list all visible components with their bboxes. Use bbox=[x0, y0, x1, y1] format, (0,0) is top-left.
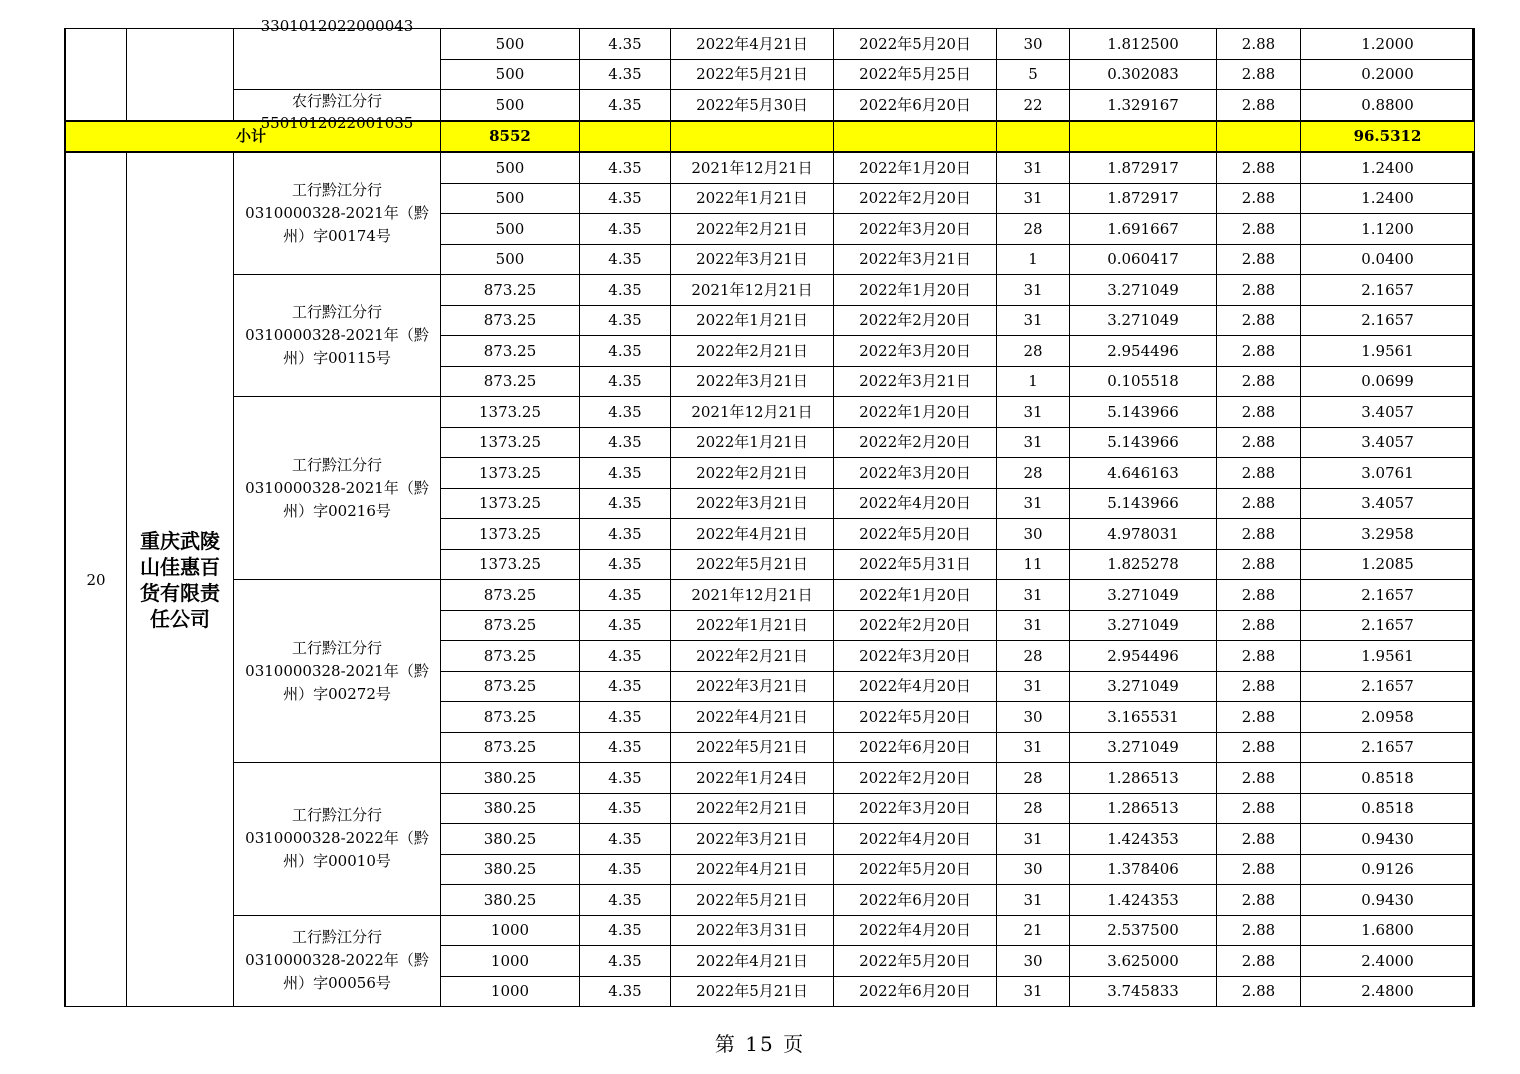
page-number: 第 15 页 bbox=[714, 1032, 806, 1056]
cell-end-date: 2022年3月20日 bbox=[834, 641, 997, 672]
cell-loan-contract bbox=[234, 763, 441, 916]
cell-subsidy: 0.2000 bbox=[1301, 59, 1475, 90]
loan-bank: 农行黔江分行 bbox=[291, 92, 382, 110]
cell-amount: 873.25 bbox=[441, 641, 580, 672]
cell-start-date: 2022年5月21日 bbox=[671, 59, 834, 90]
cell-rate: 4.35 bbox=[580, 305, 671, 336]
cell-end-date: 2022年2月20日 bbox=[834, 610, 997, 641]
cell-start-date: 2022年1月21日 bbox=[671, 183, 834, 214]
cell-start-date: 2022年4月21日 bbox=[671, 946, 834, 977]
cell-subsidy-rate: 2.88 bbox=[1217, 90, 1301, 121]
cell-days: 31 bbox=[997, 397, 1070, 428]
cell-rate: 4.35 bbox=[580, 854, 671, 885]
table-row bbox=[66, 915, 1475, 946]
cell-end-date: 2022年5月31日 bbox=[834, 549, 997, 580]
loan-bank: 工行黔江分行 bbox=[291, 806, 382, 825]
cell-rate: 4.35 bbox=[580, 519, 671, 550]
cell-interest: 3.271049 bbox=[1070, 580, 1217, 611]
subtotal-empty bbox=[1070, 121, 1217, 153]
cell-end-date: 2022年4月20日 bbox=[834, 671, 997, 702]
cell-interest: 2.954496 bbox=[1070, 336, 1217, 367]
cell-subsidy: 1.6800 bbox=[1301, 915, 1475, 946]
cell-interest: 1.825278 bbox=[1070, 549, 1217, 580]
cell-interest: 1.691667 bbox=[1070, 214, 1217, 245]
cell-amount: 1373.25 bbox=[441, 458, 580, 489]
cell-subsidy: 2.1657 bbox=[1301, 580, 1475, 611]
cell-days: 28 bbox=[997, 336, 1070, 367]
cell-days: 28 bbox=[997, 793, 1070, 824]
cell-end-date: 2022年2月20日 bbox=[834, 427, 997, 458]
cell-end-date: 2022年5月25日 bbox=[834, 59, 997, 90]
cell-interest: 3.271049 bbox=[1070, 610, 1217, 641]
cell-interest: 1.286513 bbox=[1070, 793, 1217, 824]
cell-interest: 1.812500 bbox=[1070, 29, 1217, 60]
cell-interest: 0.060417 bbox=[1070, 244, 1217, 275]
cell-end-date: 2022年6月20日 bbox=[834, 976, 997, 1007]
cell-rate: 4.35 bbox=[580, 702, 671, 733]
cell-end-date: 2022年4月20日 bbox=[834, 824, 997, 855]
cell-loan-contract bbox=[234, 17, 441, 90]
truncated-loan-id: 3301012022000043 bbox=[260, 17, 414, 35]
cell-amount: 1000 bbox=[441, 946, 580, 977]
cell-end-date: 2022年3月20日 bbox=[834, 336, 997, 367]
cell-subsidy-rate: 2.88 bbox=[1217, 29, 1301, 60]
table-row bbox=[66, 580, 1475, 611]
cell-amount: 873.25 bbox=[441, 732, 580, 763]
cell-subsidy-rate: 2.88 bbox=[1217, 854, 1301, 885]
cell-end-date: 2022年3月20日 bbox=[834, 793, 997, 824]
cell-end-date: 2022年6月20日 bbox=[834, 732, 997, 763]
cell-interest: 4.978031 bbox=[1070, 519, 1217, 550]
cell-subsidy-rate: 2.88 bbox=[1217, 702, 1301, 733]
cell-end-date: 2022年3月20日 bbox=[834, 214, 997, 245]
cell-rate: 4.35 bbox=[580, 915, 671, 946]
cell-subsidy-rate: 2.88 bbox=[1217, 976, 1301, 1007]
cell-start-date: 2022年1月24日 bbox=[671, 763, 834, 794]
cell-amount: 1000 bbox=[441, 915, 580, 946]
cell-end-date: 2022年1月20日 bbox=[834, 275, 997, 306]
cell-subsidy-rate: 2.88 bbox=[1217, 305, 1301, 336]
table-row bbox=[66, 90, 1475, 121]
cell-subsidy: 3.4057 bbox=[1301, 397, 1475, 428]
cell-rate: 4.35 bbox=[580, 29, 671, 60]
subtotal-empty bbox=[1217, 121, 1301, 153]
cell-start-date: 2022年1月21日 bbox=[671, 305, 834, 336]
cell-subsidy: 0.8518 bbox=[1301, 763, 1475, 794]
subtotal-empty bbox=[834, 121, 997, 153]
cell-subsidy: 0.8800 bbox=[1301, 90, 1475, 121]
cell-amount: 500 bbox=[441, 152, 580, 183]
cell-amount: 380.25 bbox=[441, 854, 580, 885]
cell-subsidy-rate: 2.88 bbox=[1217, 549, 1301, 580]
cell-subsidy: 1.2085 bbox=[1301, 549, 1475, 580]
cell-end-date: 2022年5月20日 bbox=[834, 946, 997, 977]
cell-subsidy-rate: 2.88 bbox=[1217, 488, 1301, 519]
cell-end-date: 2022年4月20日 bbox=[834, 488, 997, 519]
cell-subsidy-rate: 2.88 bbox=[1217, 244, 1301, 275]
cell-amount: 1373.25 bbox=[441, 519, 580, 550]
cell-loan-contract bbox=[234, 580, 441, 763]
cell-subsidy-rate: 2.88 bbox=[1217, 793, 1301, 824]
company-name: 重庆武陵山佳惠百货有限责任公司 bbox=[127, 152, 234, 1007]
cell-subsidy-rate: 2.88 bbox=[1217, 580, 1301, 611]
cell-end-date: 2022年5月20日 bbox=[834, 702, 997, 733]
cell-interest: 5.143966 bbox=[1070, 488, 1217, 519]
cell-rate: 4.35 bbox=[580, 946, 671, 977]
cell-rate: 4.35 bbox=[580, 580, 671, 611]
cell-rate: 4.35 bbox=[580, 885, 671, 916]
cell-rate: 4.35 bbox=[580, 397, 671, 428]
cell-start-date: 2022年2月21日 bbox=[671, 458, 834, 489]
cell-index bbox=[66, 29, 127, 121]
cell-start-date: 2022年2月21日 bbox=[671, 641, 834, 672]
cell-subsidy-rate: 2.88 bbox=[1217, 519, 1301, 550]
cell-subsidy: 1.2000 bbox=[1301, 29, 1475, 60]
loan-id: 5501012022001035 bbox=[260, 114, 414, 132]
cell-rate: 4.35 bbox=[580, 183, 671, 214]
cell-end-date: 2022年1月20日 bbox=[834, 152, 997, 183]
cell-start-date: 2022年3月21日 bbox=[671, 488, 834, 519]
cell-days: 28 bbox=[997, 458, 1070, 489]
cell-end-date: 2022年5月20日 bbox=[834, 29, 997, 60]
cell-subsidy: 1.2400 bbox=[1301, 152, 1475, 183]
cell-amount: 500 bbox=[441, 90, 580, 121]
subtotal-label: 小计 bbox=[66, 121, 441, 153]
cell-amount: 1373.25 bbox=[441, 488, 580, 519]
cell-loan-contract bbox=[234, 275, 441, 397]
cell-end-date: 2022年1月20日 bbox=[834, 397, 997, 428]
cell-amount: 380.25 bbox=[441, 824, 580, 855]
cell-days: 30 bbox=[997, 702, 1070, 733]
cell-days: 22 bbox=[997, 90, 1070, 121]
cell-subsidy: 0.9126 bbox=[1301, 854, 1475, 885]
cell-end-date: 2022年2月20日 bbox=[834, 763, 997, 794]
cell-rate: 4.35 bbox=[580, 90, 671, 121]
cell-interest: 1.424353 bbox=[1070, 885, 1217, 916]
cell-interest: 1.872917 bbox=[1070, 152, 1217, 183]
cell-amount: 873.25 bbox=[441, 671, 580, 702]
cell-interest: 1.329167 bbox=[1070, 90, 1217, 121]
cell-days: 28 bbox=[997, 763, 1070, 794]
cell-amount: 380.25 bbox=[441, 763, 580, 794]
cell-subsidy: 2.1657 bbox=[1301, 275, 1475, 306]
cell-subsidy-rate: 2.88 bbox=[1217, 152, 1301, 183]
cell-subsidy-rate: 2.88 bbox=[1217, 915, 1301, 946]
cell-interest: 3.625000 bbox=[1070, 946, 1217, 977]
cell-subsidy: 3.4057 bbox=[1301, 488, 1475, 519]
cell-start-date: 2022年5月21日 bbox=[671, 732, 834, 763]
cell-rate: 4.35 bbox=[580, 641, 671, 672]
cell-subsidy-rate: 2.88 bbox=[1217, 397, 1301, 428]
subtotal-empty bbox=[997, 121, 1070, 153]
cell-interest: 3.745833 bbox=[1070, 976, 1217, 1007]
cell-loan-contract bbox=[234, 915, 441, 1007]
cell-interest: 5.143966 bbox=[1070, 427, 1217, 458]
cell-interest: 4.646163 bbox=[1070, 458, 1217, 489]
cell-interest: 1.872917 bbox=[1070, 183, 1217, 214]
cell-subsidy: 1.9561 bbox=[1301, 641, 1475, 672]
cell-subsidy: 2.1657 bbox=[1301, 610, 1475, 641]
cell-start-date: 2022年4月21日 bbox=[671, 702, 834, 733]
cell-amount: 380.25 bbox=[441, 885, 580, 916]
interest-table bbox=[65, 17, 1475, 1007]
cell-interest: 1.286513 bbox=[1070, 763, 1217, 794]
cell-loan-contract bbox=[234, 152, 441, 275]
loan-bank: 工行黔江分行 bbox=[291, 455, 382, 474]
cell-interest: 0.105518 bbox=[1070, 366, 1217, 397]
cell-interest: 1.424353 bbox=[1070, 824, 1217, 855]
cell-amount: 873.25 bbox=[441, 702, 580, 733]
loan-bank: 工行黔江分行 bbox=[291, 638, 382, 657]
cell-amount: 1373.25 bbox=[441, 397, 580, 428]
cell-rate: 4.35 bbox=[580, 275, 671, 306]
loan-bank: 工行黔江分行 bbox=[291, 181, 382, 199]
cell-end-date: 2022年2月20日 bbox=[834, 305, 997, 336]
cell-days: 31 bbox=[997, 275, 1070, 306]
cell-days: 21 bbox=[997, 915, 1070, 946]
cell-rate: 4.35 bbox=[580, 458, 671, 489]
cell-subsidy-rate: 2.88 bbox=[1217, 366, 1301, 397]
cell-rate: 4.35 bbox=[580, 214, 671, 245]
cell-days: 31 bbox=[997, 671, 1070, 702]
cell-days: 31 bbox=[997, 824, 1070, 855]
cell-end-date: 2022年3月21日 bbox=[834, 366, 997, 397]
cell-amount: 873.25 bbox=[441, 275, 580, 306]
cell-amount: 500 bbox=[441, 59, 580, 90]
cell-interest: 1.378406 bbox=[1070, 854, 1217, 885]
cell-interest: 5.143966 bbox=[1070, 397, 1217, 428]
cell-rate: 4.35 bbox=[580, 824, 671, 855]
table-row bbox=[66, 397, 1475, 428]
cell-start-date: 2022年4月21日 bbox=[671, 519, 834, 550]
cell-days: 1 bbox=[997, 366, 1070, 397]
subtotal-empty bbox=[671, 121, 834, 153]
cell-subsidy-rate: 2.88 bbox=[1217, 336, 1301, 367]
cell-amount: 500 bbox=[441, 29, 580, 60]
cell-days: 31 bbox=[997, 305, 1070, 336]
cell-subsidy: 0.0400 bbox=[1301, 244, 1475, 275]
loan-id: 0310000328-2021年（黔州）字00115号 bbox=[245, 326, 429, 367]
cell-subsidy-rate: 2.88 bbox=[1217, 885, 1301, 916]
cell-start-date: 2021年12月21日 bbox=[671, 580, 834, 611]
cell-subsidy: 3.2958 bbox=[1301, 519, 1475, 550]
cell-subsidy-rate: 2.88 bbox=[1217, 458, 1301, 489]
cell-subsidy: 0.8518 bbox=[1301, 793, 1475, 824]
cell-rate: 4.35 bbox=[580, 152, 671, 183]
cell-subsidy: 2.1657 bbox=[1301, 732, 1475, 763]
cell-days: 31 bbox=[997, 976, 1070, 1007]
cell-interest: 3.271049 bbox=[1070, 732, 1217, 763]
cell-loan-contract bbox=[234, 397, 441, 580]
cell-days: 31 bbox=[997, 580, 1070, 611]
cell-days: 31 bbox=[997, 427, 1070, 458]
table-row bbox=[66, 275, 1475, 306]
cell-subsidy-rate: 2.88 bbox=[1217, 275, 1301, 306]
cell-days: 31 bbox=[997, 885, 1070, 916]
cell-rate: 4.35 bbox=[580, 610, 671, 641]
cell-end-date: 2022年5月20日 bbox=[834, 854, 997, 885]
cell-start-date: 2021年12月21日 bbox=[671, 152, 834, 183]
cell-days: 31 bbox=[997, 732, 1070, 763]
cell-amount: 1373.25 bbox=[441, 427, 580, 458]
cell-subsidy-rate: 2.88 bbox=[1217, 946, 1301, 977]
cell-interest: 3.165531 bbox=[1070, 702, 1217, 733]
cell-start-date: 2022年3月21日 bbox=[671, 366, 834, 397]
cell-subsidy-rate: 2.88 bbox=[1217, 671, 1301, 702]
cell-rate: 4.35 bbox=[580, 671, 671, 702]
cell-start-date: 2022年4月21日 bbox=[671, 854, 834, 885]
cell-days: 11 bbox=[997, 549, 1070, 580]
cell-loan-contract bbox=[234, 90, 441, 132]
cell-days: 30 bbox=[997, 29, 1070, 60]
cell-rate: 4.35 bbox=[580, 763, 671, 794]
cell-rate: 4.35 bbox=[580, 793, 671, 824]
cell-days: 31 bbox=[997, 610, 1070, 641]
cell-rate: 4.35 bbox=[580, 336, 671, 367]
cell-end-date: 2022年6月20日 bbox=[834, 90, 997, 121]
cell-amount: 873.25 bbox=[441, 366, 580, 397]
cell-amount: 500 bbox=[441, 183, 580, 214]
cell-days: 28 bbox=[997, 641, 1070, 672]
cell-subsidy-rate: 2.88 bbox=[1217, 214, 1301, 245]
cell-subsidy: 1.1200 bbox=[1301, 214, 1475, 245]
cell-subsidy: 0.0699 bbox=[1301, 366, 1475, 397]
cell-rate: 4.35 bbox=[580, 549, 671, 580]
table-row bbox=[66, 29, 1475, 60]
cell-days: 30 bbox=[997, 854, 1070, 885]
cell-subsidy: 0.9430 bbox=[1301, 824, 1475, 855]
cell-days: 31 bbox=[997, 488, 1070, 519]
cell-subsidy-rate: 2.88 bbox=[1217, 427, 1301, 458]
cell-subsidy: 1.2400 bbox=[1301, 183, 1475, 214]
cell-start-date: 2022年3月21日 bbox=[671, 244, 834, 275]
cell-amount: 500 bbox=[441, 244, 580, 275]
cell-interest: 0.302083 bbox=[1070, 59, 1217, 90]
cell-amount: 380.25 bbox=[441, 793, 580, 824]
cell-subsidy-rate: 2.88 bbox=[1217, 59, 1301, 90]
cell-rate: 4.35 bbox=[580, 366, 671, 397]
cell-start-date: 2022年2月21日 bbox=[671, 336, 834, 367]
cell-rate: 4.35 bbox=[580, 244, 671, 275]
cell-start-date: 2022年2月21日 bbox=[671, 793, 834, 824]
cell-subsidy: 3.4057 bbox=[1301, 427, 1475, 458]
cell-days: 31 bbox=[997, 183, 1070, 214]
cell-start-date: 2022年3月21日 bbox=[671, 671, 834, 702]
cell-days: 31 bbox=[997, 152, 1070, 183]
cell-start-date: 2022年5月21日 bbox=[671, 885, 834, 916]
cell-days: 30 bbox=[997, 946, 1070, 977]
cell-start-date: 2021年12月21日 bbox=[671, 275, 834, 306]
table-row bbox=[66, 152, 1475, 183]
cell-days: 1 bbox=[997, 244, 1070, 275]
cell-days: 30 bbox=[997, 519, 1070, 550]
cell-subsidy: 0.9430 bbox=[1301, 885, 1475, 916]
cell-amount: 1000 bbox=[441, 976, 580, 1007]
cell-interest: 3.271049 bbox=[1070, 275, 1217, 306]
cell-days: 5 bbox=[997, 59, 1070, 90]
cell-rate: 4.35 bbox=[580, 732, 671, 763]
cell-start-date: 2021年12月21日 bbox=[671, 397, 834, 428]
cell-rate: 4.35 bbox=[580, 488, 671, 519]
subtotal-empty bbox=[580, 121, 671, 153]
cell-end-date: 2022年4月20日 bbox=[834, 915, 997, 946]
cell-interest: 2.954496 bbox=[1070, 641, 1217, 672]
cell-start-date: 2022年4月21日 bbox=[671, 29, 834, 60]
cell-days: 28 bbox=[997, 214, 1070, 245]
cell-amount: 500 bbox=[441, 214, 580, 245]
loan-id: 0310000328-2021年（黔州）字00174号 bbox=[245, 204, 429, 245]
cell-subsidy-rate: 2.88 bbox=[1217, 183, 1301, 214]
cell-subsidy-rate: 2.88 bbox=[1217, 732, 1301, 763]
loan-id: 0310000328-2022年（黔州）字00056号 bbox=[245, 951, 429, 993]
cell-start-date: 2022年3月21日 bbox=[671, 824, 834, 855]
subtotal-total: 96.5312 bbox=[1301, 121, 1475, 153]
loan-bank: 工行黔江分行 bbox=[291, 303, 382, 321]
cell-amount: 873.25 bbox=[441, 336, 580, 367]
cell-subsidy: 1.9561 bbox=[1301, 336, 1475, 367]
loan-id: 0310000328-2022年（黔州）字00010号 bbox=[245, 829, 429, 871]
cell-interest: 3.271049 bbox=[1070, 671, 1217, 702]
cell-rate: 4.35 bbox=[580, 59, 671, 90]
cell-subsidy-rate: 2.88 bbox=[1217, 610, 1301, 641]
cell-amount: 1373.25 bbox=[441, 549, 580, 580]
cell-amount: 873.25 bbox=[441, 610, 580, 641]
cell-start-date: 2022年5月21日 bbox=[671, 976, 834, 1007]
cell-interest: 3.271049 bbox=[1070, 305, 1217, 336]
cell-end-date: 2022年3月21日 bbox=[834, 244, 997, 275]
cell-rate: 4.35 bbox=[580, 427, 671, 458]
cell-start-date: 2022年1月21日 bbox=[671, 610, 834, 641]
table-row bbox=[66, 763, 1475, 794]
cell-start-date: 2022年5月30日 bbox=[671, 90, 834, 121]
cell-start-date: 2022年2月21日 bbox=[671, 214, 834, 245]
cell-subsidy: 2.1657 bbox=[1301, 671, 1475, 702]
cell-subsidy-rate: 2.88 bbox=[1217, 763, 1301, 794]
entity-index: 20 bbox=[66, 152, 127, 1007]
cell-start-date: 2022年5月21日 bbox=[671, 549, 834, 580]
cell-rate: 4.35 bbox=[580, 976, 671, 1007]
cell-subsidy: 2.4800 bbox=[1301, 976, 1475, 1007]
subtotal-amount: 8552 bbox=[441, 121, 580, 153]
cell-subsidy: 3.0761 bbox=[1301, 458, 1475, 489]
loan-id: 0310000328-2021年（黔州）字00216号 bbox=[245, 478, 429, 520]
cell-start-date: 2022年1月21日 bbox=[671, 427, 834, 458]
cell-subsidy: 2.1657 bbox=[1301, 305, 1475, 336]
cell-subsidy: 2.4000 bbox=[1301, 946, 1475, 977]
cell-start-date: 2022年3月31日 bbox=[671, 915, 834, 946]
cell-amount: 873.25 bbox=[441, 580, 580, 611]
cell-subsidy-rate: 2.88 bbox=[1217, 824, 1301, 855]
loan-bank: 工行黔江分行 bbox=[291, 928, 382, 947]
cell-subsidy-rate: 2.88 bbox=[1217, 641, 1301, 672]
cell-subsidy: 2.0958 bbox=[1301, 702, 1475, 733]
cell-end-date: 2022年5月20日 bbox=[834, 519, 997, 550]
cell-amount: 873.25 bbox=[441, 305, 580, 336]
cell-end-date: 2022年3月20日 bbox=[834, 458, 997, 489]
cell-end-date: 2022年6月20日 bbox=[834, 885, 997, 916]
loan-id: 0310000328-2021年（黔州）字00272号 bbox=[245, 661, 429, 703]
cell-end-date: 2022年2月20日 bbox=[834, 183, 997, 214]
cell-company bbox=[127, 29, 234, 121]
cell-end-date: 2022年1月20日 bbox=[834, 580, 997, 611]
cell-interest: 2.537500 bbox=[1070, 915, 1217, 946]
